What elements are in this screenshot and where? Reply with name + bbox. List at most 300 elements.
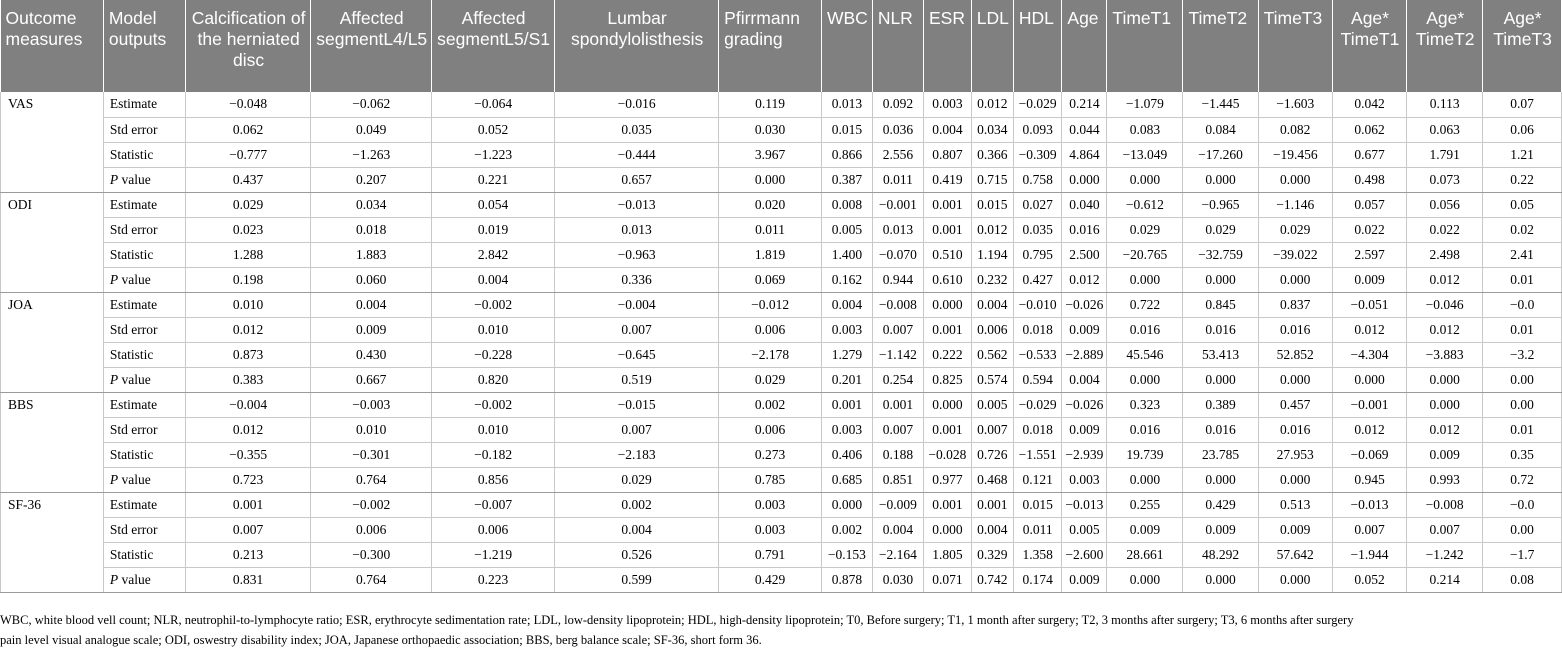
header-time-t1: TimeT1 <box>1107 0 1183 92</box>
value-cell: −0.008 <box>872 292 923 317</box>
value-cell: 0.667 <box>311 367 432 392</box>
value-cell: 0.02 <box>1483 217 1562 242</box>
table-row <box>1 417 1562 442</box>
value-cell: 0.062 <box>185 117 310 142</box>
value-cell: 0.001 <box>924 217 972 242</box>
value-cell: 0.594 <box>1013 367 1062 392</box>
value-cell: 2.41 <box>1483 242 1562 267</box>
model-output-cell <box>103 267 185 292</box>
value-cell: 0.057 <box>1332 192 1406 217</box>
value-cell: −0.0 <box>1483 292 1562 317</box>
value-cell: 0.977 <box>924 467 972 492</box>
outcome-cell: BBS <box>1 392 104 492</box>
value-cell: 0.764 <box>311 567 432 592</box>
value-cell: −0.004 <box>555 292 719 317</box>
value-cell: 0.519 <box>555 367 719 392</box>
value-cell: 0.000 <box>924 392 972 417</box>
outcome-cell: JOA <box>1 292 104 392</box>
value-cell: 0.009 <box>1258 517 1332 542</box>
table-row <box>1 492 1562 517</box>
value-cell: 0.00 <box>1483 392 1562 417</box>
model-output-cell: Estimate <box>103 492 185 517</box>
value-cell: 2.556 <box>872 142 923 167</box>
value-cell: 0.022 <box>1332 217 1406 242</box>
table-header <box>1 0 1562 92</box>
value-cell: 0.013 <box>872 217 923 242</box>
value-cell: −0.009 <box>872 492 923 517</box>
value-cell: 0.610 <box>924 267 972 292</box>
value-cell: −1.445 <box>1183 92 1258 117</box>
value-cell: 0.003 <box>1062 467 1107 492</box>
value-cell: −0.612 <box>1107 192 1183 217</box>
value-cell: 0.010 <box>185 292 310 317</box>
value-cell: 2.500 <box>1062 242 1107 267</box>
value-cell: 0.012 <box>1062 267 1107 292</box>
value-cell: −0.003 <box>311 392 432 417</box>
value-cell: −0.012 <box>719 292 822 317</box>
value-cell: 0.406 <box>821 442 872 467</box>
value-cell: −0.008 <box>1407 492 1483 517</box>
value-cell: 0.092 <box>872 92 923 117</box>
value-cell: 52.852 <box>1258 342 1332 367</box>
value-cell: 0.758 <box>1013 167 1062 192</box>
value-cell: −2.164 <box>872 542 923 567</box>
value-cell: 0.427 <box>1013 267 1062 292</box>
model-output-cell <box>103 567 185 592</box>
value-cell: 0.255 <box>1107 492 1183 517</box>
value-cell: 0.007 <box>872 317 923 342</box>
value-cell: 0.054 <box>432 192 555 217</box>
value-cell: 0.945 <box>1332 467 1406 492</box>
value-cell: −0.533 <box>1013 342 1062 367</box>
value-cell: 0.007 <box>185 517 310 542</box>
value-cell: 0.009 <box>1332 267 1406 292</box>
value-cell: −0.004 <box>185 392 310 417</box>
value-cell: −0.182 <box>432 442 555 467</box>
value-cell: 0.009 <box>1062 567 1107 592</box>
table-footnote <box>0 610 1562 650</box>
table-row <box>1 542 1562 567</box>
table-row <box>1 392 1562 417</box>
value-cell: −2.600 <box>1062 542 1107 567</box>
value-cell: 0.820 <box>432 367 555 392</box>
model-output-cell: Statistic <box>103 142 185 167</box>
value-cell: −2.939 <box>1062 442 1107 467</box>
model-output-cell: Estimate <box>103 392 185 417</box>
table-row <box>1 367 1562 392</box>
value-cell: 0.010 <box>432 317 555 342</box>
value-cell: 0.119 <box>719 92 822 117</box>
header-wbc: WBC <box>821 0 872 92</box>
value-cell: 0.000 <box>1183 167 1258 192</box>
value-cell: 0.000 <box>1332 367 1406 392</box>
value-cell: 0.336 <box>555 267 719 292</box>
value-cell: 0.419 <box>924 167 972 192</box>
value-cell: 0.000 <box>1107 567 1183 592</box>
value-cell: 0.013 <box>821 92 872 117</box>
value-cell: 0.012 <box>1407 267 1483 292</box>
value-cell: 0.000 <box>821 492 872 517</box>
value-cell: −0.002 <box>432 292 555 317</box>
p-value-suffix: value <box>118 271 151 287</box>
value-cell: −0.0 <box>1483 492 1562 517</box>
value-cell: 0.162 <box>821 267 872 292</box>
value-cell: 0.012 <box>1332 317 1406 342</box>
value-cell: 0.009 <box>1062 317 1107 342</box>
value-cell: 0.657 <box>555 167 719 192</box>
value-cell: 0.001 <box>924 417 972 442</box>
value-cell: 0.006 <box>719 417 822 442</box>
value-cell: 0.599 <box>555 567 719 592</box>
value-cell: 0.35 <box>1483 442 1562 467</box>
value-cell: 0.000 <box>1107 167 1183 192</box>
value-cell: 0.430 <box>311 342 432 367</box>
value-cell: 0.764 <box>311 467 432 492</box>
outcome-cell: VAS <box>1 92 104 192</box>
value-cell: 0.008 <box>821 192 872 217</box>
value-cell: 0.015 <box>1013 492 1062 517</box>
value-cell: 0.042 <box>1332 92 1406 117</box>
header-esr: ESR <box>924 0 972 92</box>
value-cell: 0.329 <box>971 542 1013 567</box>
value-cell: 0.944 <box>872 267 923 292</box>
value-cell: 0.468 <box>971 467 1013 492</box>
value-cell: 0.837 <box>1258 292 1332 317</box>
value-cell: 1.358 <box>1013 542 1062 567</box>
value-cell: −0.645 <box>555 342 719 367</box>
table-row <box>1 442 1562 467</box>
value-cell: 0.009 <box>1107 517 1183 542</box>
value-cell: 2.842 <box>432 242 555 267</box>
value-cell: 0.000 <box>1107 267 1183 292</box>
table-row <box>1 117 1562 142</box>
value-cell: 0.044 <box>1062 117 1107 142</box>
value-cell: 0.389 <box>1183 392 1258 417</box>
value-cell: 0.007 <box>872 417 923 442</box>
value-cell: 0.005 <box>1062 517 1107 542</box>
value-cell: −0.026 <box>1062 292 1107 317</box>
value-cell: 0.003 <box>719 517 822 542</box>
value-cell: −1.263 <box>311 142 432 167</box>
value-cell: −0.016 <box>555 92 719 117</box>
value-cell: 0.001 <box>185 492 310 517</box>
value-cell: 0.121 <box>1013 467 1062 492</box>
header-segment-l5-s1: Affected segmentL5/S1 <box>432 0 555 92</box>
value-cell: 0.214 <box>1407 567 1483 592</box>
value-cell: 1.21 <box>1483 142 1562 167</box>
value-cell: 0.000 <box>1258 467 1332 492</box>
value-cell: 0.006 <box>311 517 432 542</box>
value-cell: 28.661 <box>1107 542 1183 567</box>
value-cell: −0.007 <box>432 492 555 517</box>
value-cell: 0.113 <box>1407 92 1483 117</box>
value-cell: 0.009 <box>1062 417 1107 442</box>
value-cell: 0.457 <box>1258 392 1332 417</box>
value-cell: −2.178 <box>719 342 822 367</box>
value-cell: 0.060 <box>311 267 432 292</box>
value-cell: −1.142 <box>872 342 923 367</box>
header-row <box>1 0 1562 92</box>
p-value-suffix: value <box>118 571 151 587</box>
footnote-line-2: pain level visual analogue scale; ODI, oswestry disability index; JOA, Japanese orthopaedic association; BBS, berg balance scale; SF-36, short form 36. <box>0 633 762 647</box>
value-cell: 0.574 <box>971 367 1013 392</box>
value-cell: 0.845 <box>1183 292 1258 317</box>
value-cell: 0.035 <box>555 117 719 142</box>
value-cell: −0.777 <box>185 142 310 167</box>
model-output-cell: Statistic <box>103 242 185 267</box>
value-cell: 0.016 <box>1258 417 1332 442</box>
value-cell: 0.214 <box>1062 92 1107 117</box>
model-output-cell: Estimate <box>103 92 185 117</box>
value-cell: 0.004 <box>555 517 719 542</box>
value-cell: 0.029 <box>1258 217 1332 242</box>
value-cell: 0.007 <box>555 317 719 342</box>
value-cell: −0.153 <box>821 542 872 567</box>
header-calcification: Calcification of the herniated disc <box>185 0 310 92</box>
value-cell: 0.825 <box>924 367 972 392</box>
value-cell: 0.00 <box>1483 517 1562 542</box>
model-output-cell: Estimate <box>103 192 185 217</box>
value-cell: −0.062 <box>311 92 432 117</box>
value-cell: 0.273 <box>719 442 822 467</box>
value-cell: 4.864 <box>1062 142 1107 167</box>
value-cell: 0.003 <box>821 317 872 342</box>
value-cell: 0.002 <box>555 492 719 517</box>
value-cell: −3.2 <box>1483 342 1562 367</box>
value-cell: −1.551 <box>1013 442 1062 467</box>
value-cell: 0.004 <box>821 292 872 317</box>
value-cell: 0.000 <box>1183 467 1258 492</box>
table-row <box>1 317 1562 342</box>
value-cell: −4.304 <box>1332 342 1406 367</box>
value-cell: 0.429 <box>1183 492 1258 517</box>
value-cell: −0.046 <box>1407 292 1483 317</box>
value-cell: 0.001 <box>821 392 872 417</box>
value-cell: −0.301 <box>311 442 432 467</box>
outcome-cell: SF-36 <box>1 492 104 592</box>
value-cell: 0.029 <box>719 367 822 392</box>
value-cell: −0.355 <box>185 442 310 467</box>
value-cell: 0.004 <box>924 117 972 142</box>
value-cell: 0.007 <box>1332 517 1406 542</box>
model-output-cell: Std error <box>103 117 185 142</box>
value-cell: −0.002 <box>432 392 555 417</box>
value-cell: 0.016 <box>1107 317 1183 342</box>
value-cell: 0.012 <box>1407 417 1483 442</box>
value-cell: 0.000 <box>1183 367 1258 392</box>
header-age-time-t3: Age* TimeT3 <box>1483 0 1562 92</box>
value-cell: −0.444 <box>555 142 719 167</box>
value-cell: 0.785 <box>719 467 822 492</box>
value-cell: 0.016 <box>1107 417 1183 442</box>
table-row <box>1 217 1562 242</box>
value-cell: 0.726 <box>971 442 1013 467</box>
value-cell: 0.001 <box>924 492 972 517</box>
table-row <box>1 267 1562 292</box>
table-row <box>1 292 1562 317</box>
value-cell: 0.009 <box>311 317 432 342</box>
value-cell: 0.063 <box>1407 117 1483 142</box>
value-cell: −0.070 <box>872 242 923 267</box>
value-cell: 1.288 <box>185 242 310 267</box>
value-cell: 0.254 <box>872 367 923 392</box>
p-value-suffix: value <box>118 371 151 387</box>
value-cell: 0.188 <box>872 442 923 467</box>
value-cell: 0.791 <box>719 542 822 567</box>
value-cell: −0.228 <box>432 342 555 367</box>
value-cell: 0.000 <box>719 167 822 192</box>
value-cell: 0.06 <box>1483 117 1562 142</box>
value-cell: 1.279 <box>821 342 872 367</box>
value-cell: 0.018 <box>1013 317 1062 342</box>
value-cell: 0.001 <box>924 317 972 342</box>
model-output-cell: Std error <box>103 317 185 342</box>
value-cell: 0.013 <box>555 217 719 242</box>
value-cell: 0.009 <box>1407 442 1483 467</box>
table-row <box>1 342 1562 367</box>
value-cell: 0.002 <box>821 517 872 542</box>
value-cell: 0.007 <box>971 417 1013 442</box>
value-cell: 0.093 <box>1013 117 1062 142</box>
value-cell: 0.009 <box>1183 517 1258 542</box>
value-cell: 0.878 <box>821 567 872 592</box>
value-cell: 0.005 <box>821 217 872 242</box>
value-cell: 0.011 <box>1013 517 1062 542</box>
value-cell: 0.062 <box>1332 117 1406 142</box>
value-cell: 0.082 <box>1258 117 1332 142</box>
value-cell: 0.016 <box>1183 317 1258 342</box>
value-cell: 2.498 <box>1407 242 1483 267</box>
p-value-suffix: value <box>118 171 151 187</box>
value-cell: 0.040 <box>1062 192 1107 217</box>
value-cell: 0.007 <box>1407 517 1483 542</box>
value-cell: 0.018 <box>1013 417 1062 442</box>
header-age-time-t2: Age* TimeT2 <box>1407 0 1483 92</box>
p-symbol: P <box>109 271 119 287</box>
value-cell: 0.036 <box>872 117 923 142</box>
value-cell: −13.049 <box>1107 142 1183 167</box>
value-cell: −0.026 <box>1062 392 1107 417</box>
value-cell: 0.006 <box>719 317 822 342</box>
header-spondylolisthesis: Lumbar spondylolisthesis <box>555 0 719 92</box>
table-body <box>1 92 1562 592</box>
value-cell: 0.856 <box>432 467 555 492</box>
value-cell: −0.001 <box>872 192 923 217</box>
value-cell: 0.677 <box>1332 142 1406 167</box>
value-cell: 0.000 <box>1258 167 1332 192</box>
value-cell: 0.071 <box>924 567 972 592</box>
value-cell: 45.546 <box>1107 342 1183 367</box>
value-cell: 0.000 <box>1258 567 1332 592</box>
header-hdl: HDL <box>1013 0 1062 92</box>
model-output-cell <box>103 467 185 492</box>
header-age: Age <box>1062 0 1107 92</box>
value-cell: 0.052 <box>432 117 555 142</box>
value-cell: 0.01 <box>1483 267 1562 292</box>
value-cell: −0.051 <box>1332 292 1406 317</box>
value-cell: 0.016 <box>1258 317 1332 342</box>
value-cell: 0.000 <box>1107 467 1183 492</box>
value-cell: 0.012 <box>185 417 310 442</box>
value-cell: −19.456 <box>1258 142 1332 167</box>
value-cell: 0.807 <box>924 142 972 167</box>
table-row <box>1 242 1562 267</box>
value-cell: −0.064 <box>432 92 555 117</box>
model-output-cell: Statistic <box>103 442 185 467</box>
value-cell: 0.004 <box>872 517 923 542</box>
value-cell: −0.029 <box>1013 392 1062 417</box>
p-symbol: P <box>109 471 119 487</box>
header-time-t2: TimeT2 <box>1183 0 1258 92</box>
header-outcome-measures: Outcome measures <box>1 0 104 92</box>
value-cell: −1.944 <box>1332 542 1406 567</box>
value-cell: −0.069 <box>1332 442 1406 467</box>
model-output-cell: Std error <box>103 217 185 242</box>
value-cell: −1.7 <box>1483 542 1562 567</box>
value-cell: 0.006 <box>432 517 555 542</box>
value-cell: 0.027 <box>1013 192 1062 217</box>
value-cell: −0.965 <box>1183 192 1258 217</box>
header-ldl: LDL <box>971 0 1013 92</box>
value-cell: 0.562 <box>971 342 1013 367</box>
value-cell: −0.001 <box>1332 392 1406 417</box>
value-cell: 0.000 <box>1407 392 1483 417</box>
value-cell: −17.260 <box>1183 142 1258 167</box>
value-cell: 0.016 <box>1062 217 1107 242</box>
value-cell: 0.722 <box>1107 292 1183 317</box>
value-cell: 0.383 <box>185 367 310 392</box>
value-cell: 0.084 <box>1183 117 1258 142</box>
value-cell: −0.048 <box>185 92 310 117</box>
value-cell: 0.015 <box>971 192 1013 217</box>
header-segment-l4-l5: Affected segmentL4/L5 <box>311 0 432 92</box>
value-cell: 0.004 <box>971 517 1013 542</box>
value-cell: 0.010 <box>432 417 555 442</box>
header-age-time-t1: Age* TimeT1 <box>1332 0 1406 92</box>
value-cell: 2.597 <box>1332 242 1406 267</box>
value-cell: 0.000 <box>924 517 972 542</box>
header-pfirrmann: Pfirrmann grading <box>719 0 822 92</box>
value-cell: 0.000 <box>1258 267 1332 292</box>
table-row <box>1 517 1562 542</box>
value-cell: 48.292 <box>1183 542 1258 567</box>
value-cell: 0.011 <box>872 167 923 192</box>
value-cell: 0.742 <box>971 567 1013 592</box>
value-cell: 0.221 <box>432 167 555 192</box>
value-cell: 0.387 <box>821 167 872 192</box>
model-output-cell: Std error <box>103 517 185 542</box>
value-cell: 0.020 <box>719 192 822 217</box>
value-cell: 0.019 <box>432 217 555 242</box>
value-cell: 0.001 <box>872 392 923 417</box>
value-cell: 0.016 <box>1183 417 1258 442</box>
value-cell: 1.819 <box>719 242 822 267</box>
value-cell: 1.194 <box>971 242 1013 267</box>
header-nlr: NLR <box>872 0 923 92</box>
value-cell: 0.007 <box>555 417 719 442</box>
value-cell: 0.000 <box>1107 367 1183 392</box>
value-cell: −20.765 <box>1107 242 1183 267</box>
table-row <box>1 192 1562 217</box>
value-cell: 0.498 <box>1332 167 1406 192</box>
outcome-cell: ODI <box>1 192 104 292</box>
value-cell: 0.873 <box>185 342 310 367</box>
value-cell: 0.018 <box>311 217 432 242</box>
value-cell: 0.004 <box>432 267 555 292</box>
value-cell: 0.831 <box>185 567 310 592</box>
value-cell: 0.000 <box>1407 367 1483 392</box>
value-cell: 0.223 <box>432 567 555 592</box>
